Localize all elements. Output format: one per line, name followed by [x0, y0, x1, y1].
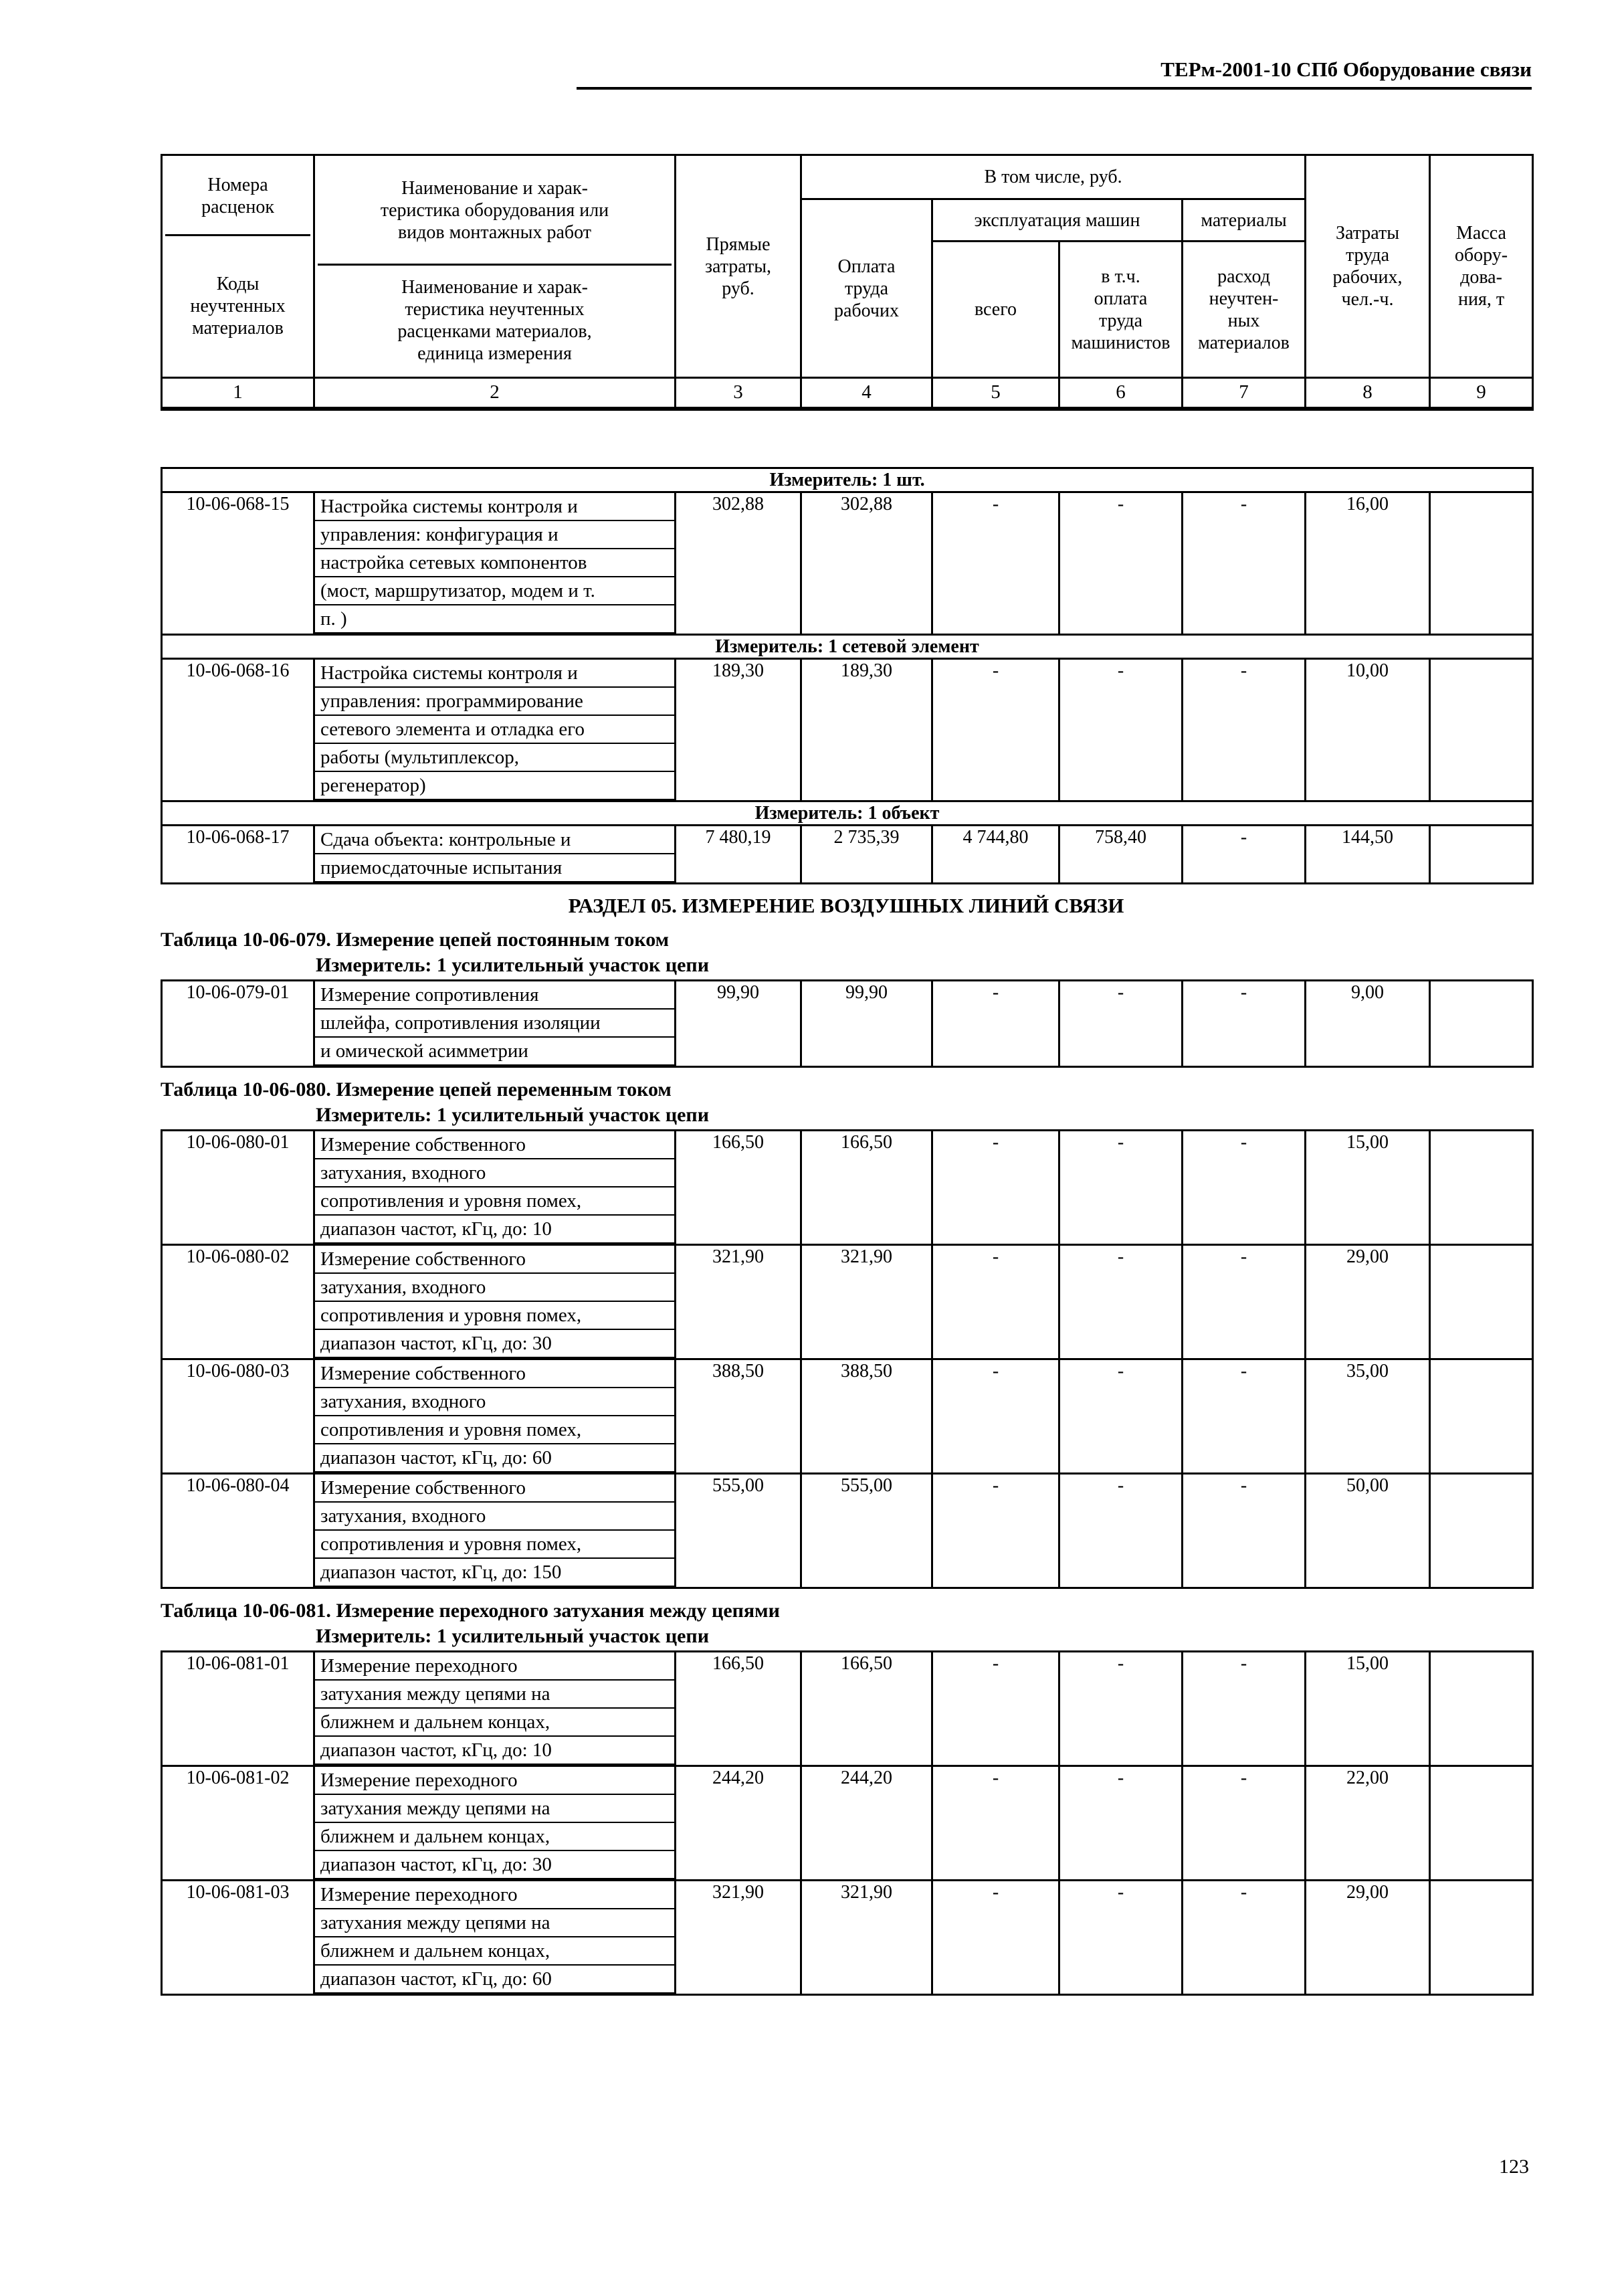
labor-pay-cell: 302,88 — [801, 492, 932, 634]
description-line: диапазон частот, кГц, до: 10 — [315, 1216, 674, 1244]
header-row-1 — [162, 155, 1533, 199]
header-materials-group: материалы — [1183, 199, 1306, 242]
table-row — [162, 980, 1533, 1066]
labor-hours-cell: 16,00 — [1306, 492, 1430, 634]
rate-code-cell: 10-06-080-01 — [162, 1130, 314, 1244]
description-cell — [314, 1244, 676, 1359]
labor-pay-cell: 189,30 — [801, 658, 932, 801]
column-number-4: 4 — [801, 378, 932, 409]
measurer-label: Измеритель: 1 шт. — [162, 468, 1533, 492]
description-line: затухания между цепями на — [315, 1681, 674, 1709]
table-row — [162, 658, 1533, 801]
description-line: диапазон частот, кГц, до: 60 — [315, 1966, 674, 1994]
materials-consumption-cell: - — [1183, 1359, 1306, 1473]
table-title: Таблица 10-06-081. Измерение переходного затухания между цепями — [161, 1599, 780, 1622]
description-line: настройка сетевых компонентов — [315, 549, 674, 577]
description-line: приемосдаточные испытания — [315, 854, 674, 882]
measurer-label: Измеритель: 1 усилительный участок цепи — [316, 1624, 709, 1647]
description-line: затухания, входного — [315, 1388, 674, 1416]
header-material-codes-label: Коды неучтенных материалов — [190, 273, 286, 339]
table-row — [162, 1359, 1533, 1473]
description-line: ближнем и дальнем концах, — [315, 1823, 674, 1851]
header-machines-group: эксплуатация машин — [932, 199, 1183, 242]
description-line: сопротивления и уровня помех, — [315, 1302, 674, 1330]
rate-code-cell: 10-06-080-04 — [162, 1473, 314, 1588]
rate-code-cell: 10-06-081-02 — [162, 1766, 314, 1880]
materials-consumption-cell: - — [1183, 980, 1306, 1066]
column-number-1: 1 — [162, 378, 314, 409]
labor-pay-cell: 388,50 — [801, 1359, 932, 1473]
description-line: управления: программирование — [315, 688, 674, 716]
labor-hours-cell: 29,00 — [1306, 1880, 1430, 1994]
description-cell — [314, 1651, 676, 1766]
equipment-mass-cell — [1430, 1766, 1533, 1880]
direct-costs-cell: 7 480,19 — [676, 825, 801, 883]
equipment-mass-cell — [1430, 1359, 1533, 1473]
machinists-pay-cell: - — [1059, 1359, 1183, 1473]
measurer-row — [162, 801, 1533, 825]
rate-table-fragment — [161, 467, 1534, 884]
doc-header-rule — [577, 87, 1532, 90]
header-labor-hours: Затраты труда рабочих, чел.-ч. — [1306, 155, 1430, 378]
rate-table-fragment — [161, 979, 1534, 1068]
description-cell — [314, 825, 676, 883]
machinists-pay-cell: - — [1059, 1244, 1183, 1359]
machinists-pay-cell: - — [1059, 1130, 1183, 1244]
machines-total-cell: - — [932, 492, 1059, 634]
description-line: диапазон частот, кГц, до: 60 — [315, 1444, 674, 1472]
machines-total-cell: - — [932, 1473, 1059, 1588]
description-line: Измерение собственного — [315, 1360, 674, 1388]
table-title: Таблица 10-06-079. Измерение цепей постоянным током — [161, 928, 670, 951]
machines-total-cell: - — [932, 1244, 1059, 1359]
table-row — [162, 492, 1533, 634]
table-row — [162, 1473, 1533, 1588]
description-line: п. ) — [315, 605, 674, 634]
materials-consumption-cell: - — [1183, 825, 1306, 883]
header-col-name — [314, 155, 676, 378]
rate-table-body — [161, 467, 1532, 1996]
labor-hours-cell: 144,50 — [1306, 825, 1430, 883]
description-line: Настройка системы контроля и — [315, 493, 674, 521]
machines-total-cell: - — [932, 1766, 1059, 1880]
equipment-mass-cell — [1430, 1244, 1533, 1359]
table-row — [162, 1766, 1533, 1880]
header-rate-numbers-label: Номера расценок — [165, 157, 310, 236]
rate-code-cell: 10-06-079-01 — [162, 980, 314, 1066]
table-row — [162, 1651, 1533, 1766]
rate-code-cell: 10-06-081-03 — [162, 1880, 314, 1994]
machinists-pay-cell: 758,40 — [1059, 825, 1183, 883]
machinists-pay-cell: - — [1059, 492, 1183, 634]
description-line: шлейфа, сопротивления изоляции — [315, 1010, 674, 1038]
machinists-pay-cell: - — [1059, 1651, 1183, 1766]
labor-hours-cell: 35,00 — [1306, 1359, 1430, 1473]
materials-consumption-cell: - — [1183, 1244, 1306, 1359]
description-line: диапазон частот, кГц, до: 150 — [315, 1559, 674, 1587]
description-cell — [314, 1359, 676, 1473]
description-line: сопротивления и уровня помех, — [315, 1531, 674, 1559]
direct-costs-cell: 166,50 — [676, 1130, 801, 1244]
header-machinists-pay: в т.ч. оплата труда машинистов — [1059, 242, 1183, 378]
description-line: затухания, входного — [315, 1159, 674, 1187]
rate-table-fragment — [161, 1650, 1534, 1996]
header-labor-pay: Оплата труда рабочих — [801, 199, 932, 378]
table-row — [162, 825, 1533, 883]
machinists-pay-cell: - — [1059, 658, 1183, 801]
labor-pay-cell: 99,90 — [801, 980, 932, 1066]
direct-costs-cell: 244,20 — [676, 1766, 801, 1880]
labor-hours-cell: 10,00 — [1306, 658, 1430, 801]
machines-total-cell: - — [932, 1130, 1059, 1244]
equipment-mass-cell — [1430, 1473, 1533, 1588]
description-cell — [314, 980, 676, 1066]
description-line: ближнем и дальнем концах, — [315, 1937, 674, 1966]
doc-running-header — [161, 58, 1532, 82]
measurer-label: Измеритель: 1 сетевой элемент — [162, 634, 1533, 658]
labor-hours-cell: 9,00 — [1306, 980, 1430, 1066]
labor-pay-cell: 166,50 — [801, 1651, 932, 1766]
header-col-rate-numbers — [162, 155, 314, 378]
equipment-mass-cell — [1430, 980, 1533, 1066]
description-line: затухания, входного — [315, 1274, 674, 1302]
description-line: Измерение переходного — [315, 1881, 674, 1909]
description-line: (мост, маршрутизатор, модем и т. — [315, 577, 674, 605]
rate-code-cell: 10-06-080-02 — [162, 1244, 314, 1359]
column-number-7: 7 — [1183, 378, 1306, 409]
header-machines-total: всего — [932, 242, 1059, 378]
materials-consumption-cell: - — [1183, 658, 1306, 801]
description-line: Измерение переходного — [315, 1767, 674, 1795]
direct-costs-cell: 302,88 — [676, 492, 801, 634]
direct-costs-cell: 555,00 — [676, 1473, 801, 1588]
description-line: Измерение сопротивления — [315, 981, 674, 1010]
rate-code-cell: 10-06-068-15 — [162, 492, 314, 634]
equipment-mass-cell — [1430, 825, 1533, 883]
description-line: диапазон частот, кГц, до: 30 — [315, 1330, 674, 1358]
description-cell — [314, 658, 676, 801]
description-cell — [314, 1766, 676, 1880]
column-number-3: 3 — [676, 378, 801, 409]
header-material-name-label: Наименование и харак- теристика неучтенных расценками материалов, единица измерения — [397, 277, 592, 364]
table-row — [162, 1244, 1533, 1359]
machines-total-cell: - — [932, 658, 1059, 801]
machinists-pay-cell: - — [1059, 1766, 1183, 1880]
direct-costs-cell: 321,90 — [676, 1244, 801, 1359]
materials-consumption-cell: - — [1183, 1651, 1306, 1766]
rate-code-cell: 10-06-081-01 — [162, 1651, 314, 1766]
labor-pay-cell: 321,90 — [801, 1244, 932, 1359]
header-materials-consumption: расход неучтен- ных материалов — [1183, 242, 1306, 378]
labor-hours-cell: 29,00 — [1306, 1244, 1430, 1359]
description-line: сопротивления и уровня помех, — [315, 1187, 674, 1216]
description-line: и омической асимметрии — [315, 1038, 674, 1066]
rate-code-cell: 10-06-068-16 — [162, 658, 314, 801]
rate-table-header — [161, 154, 1534, 411]
equipment-mass-cell — [1430, 658, 1533, 801]
description-line: сопротивления и уровня помех, — [315, 1416, 674, 1444]
description-line: регенератор) — [315, 772, 674, 800]
materials-consumption-cell: - — [1183, 492, 1306, 634]
labor-hours-cell: 15,00 — [1306, 1651, 1430, 1766]
materials-consumption-cell: - — [1183, 1766, 1306, 1880]
column-number-2: 2 — [314, 378, 676, 409]
description-line: Измерение переходного — [315, 1652, 674, 1681]
column-number-6: 6 — [1059, 378, 1183, 409]
description-line: затухания между цепями на — [315, 1795, 674, 1823]
description-line: Настройка системы контроля и — [315, 660, 674, 688]
header-direct-costs: Прямые затраты, руб. — [676, 155, 801, 378]
measurer-label: Измеритель: 1 усилительный участок цепи — [316, 953, 709, 976]
table-row — [162, 1130, 1533, 1244]
description-line: работы (мультиплексор, — [315, 744, 674, 772]
description-line: ближнем и дальнем концах, — [315, 1709, 674, 1737]
measurer-row — [162, 634, 1533, 658]
page-number: 123 — [1499, 2156, 1529, 2178]
description-line: затухания между цепями на — [315, 1909, 674, 1937]
materials-consumption-cell: - — [1183, 1880, 1306, 1994]
description-line: Сдача объекта: контрольные и — [315, 826, 674, 854]
header-work-name-label: Наименование и харак- теристика оборудования или видов монтажных работ — [318, 157, 672, 266]
column-number-5: 5 — [932, 378, 1059, 409]
labor-pay-cell: 555,00 — [801, 1473, 932, 1588]
header-equipment-mass: Масса обору- дова- ния, т — [1430, 155, 1533, 378]
machines-total-cell: 4 744,80 — [932, 825, 1059, 883]
description-cell — [314, 1880, 676, 1994]
description-line: диапазон частот, кГц, до: 10 — [315, 1737, 674, 1765]
materials-consumption-cell: - — [1183, 1473, 1306, 1588]
measurer-row — [162, 468, 1533, 492]
header-including-group: В том числе, руб. — [801, 155, 1306, 199]
description-line: затухания, входного — [315, 1503, 674, 1531]
description-line: Измерение собственного — [315, 1246, 674, 1274]
direct-costs-cell: 166,50 — [676, 1651, 801, 1766]
labor-pay-cell: 2 735,39 — [801, 825, 932, 883]
machines-total-cell: - — [932, 1359, 1059, 1473]
column-numbers-row — [162, 378, 1533, 409]
description-line: управления: конфигурация и — [315, 521, 674, 549]
labor-pay-cell: 166,50 — [801, 1130, 932, 1244]
section-title: РАЗДЕЛ 05. ИЗМЕРЕНИЕ ВОЗДУШНЫХ ЛИНИЙ СВЯЗИ — [568, 893, 1124, 917]
direct-costs-cell: 99,90 — [676, 980, 801, 1066]
doc-header-title: ТЕРм-2001-10 СПб Оборудование связи — [1160, 58, 1532, 81]
direct-costs-cell: 189,30 — [676, 658, 801, 801]
machines-total-cell: - — [932, 1651, 1059, 1766]
machinists-pay-cell: - — [1059, 1473, 1183, 1588]
column-number-9: 9 — [1430, 378, 1533, 409]
labor-pay-cell: 244,20 — [801, 1766, 932, 1880]
description-line: Измерение собственного — [315, 1131, 674, 1159]
machinists-pay-cell: - — [1059, 980, 1183, 1066]
labor-hours-cell: 22,00 — [1306, 1766, 1430, 1880]
description-cell — [314, 1473, 676, 1588]
description-cell — [314, 1130, 676, 1244]
equipment-mass-cell — [1430, 1130, 1533, 1244]
rate-code-cell: 10-06-068-17 — [162, 825, 314, 883]
machines-total-cell: - — [932, 980, 1059, 1066]
direct-costs-cell: 388,50 — [676, 1359, 801, 1473]
machines-total-cell: - — [932, 1880, 1059, 1994]
description-line: сетевого элемента и отладка его — [315, 716, 674, 744]
equipment-mass-cell — [1430, 1880, 1533, 1994]
machinists-pay-cell: - — [1059, 1880, 1183, 1994]
rate-code-cell: 10-06-080-03 — [162, 1359, 314, 1473]
table-title: Таблица 10-06-080. Измерение цепей переменным током — [161, 1078, 672, 1101]
measurer-label: Измеритель: 1 объект — [162, 801, 1533, 825]
column-number-8: 8 — [1306, 378, 1430, 409]
description-cell — [314, 492, 676, 634]
measurer-label: Измеритель: 1 усилительный участок цепи — [316, 1103, 709, 1126]
labor-hours-cell: 15,00 — [1306, 1130, 1430, 1244]
equipment-mass-cell — [1430, 492, 1533, 634]
labor-pay-cell: 321,90 — [801, 1880, 932, 1994]
materials-consumption-cell: - — [1183, 1130, 1306, 1244]
description-line: диапазон частот, кГц, до: 30 — [315, 1851, 674, 1879]
labor-hours-cell: 50,00 — [1306, 1473, 1430, 1588]
rate-table-fragment — [161, 1129, 1534, 1589]
table-row — [162, 1880, 1533, 1994]
equipment-mass-cell — [1430, 1651, 1533, 1766]
direct-costs-cell: 321,90 — [676, 1880, 801, 1994]
description-line: Измерение собственного — [315, 1474, 674, 1503]
